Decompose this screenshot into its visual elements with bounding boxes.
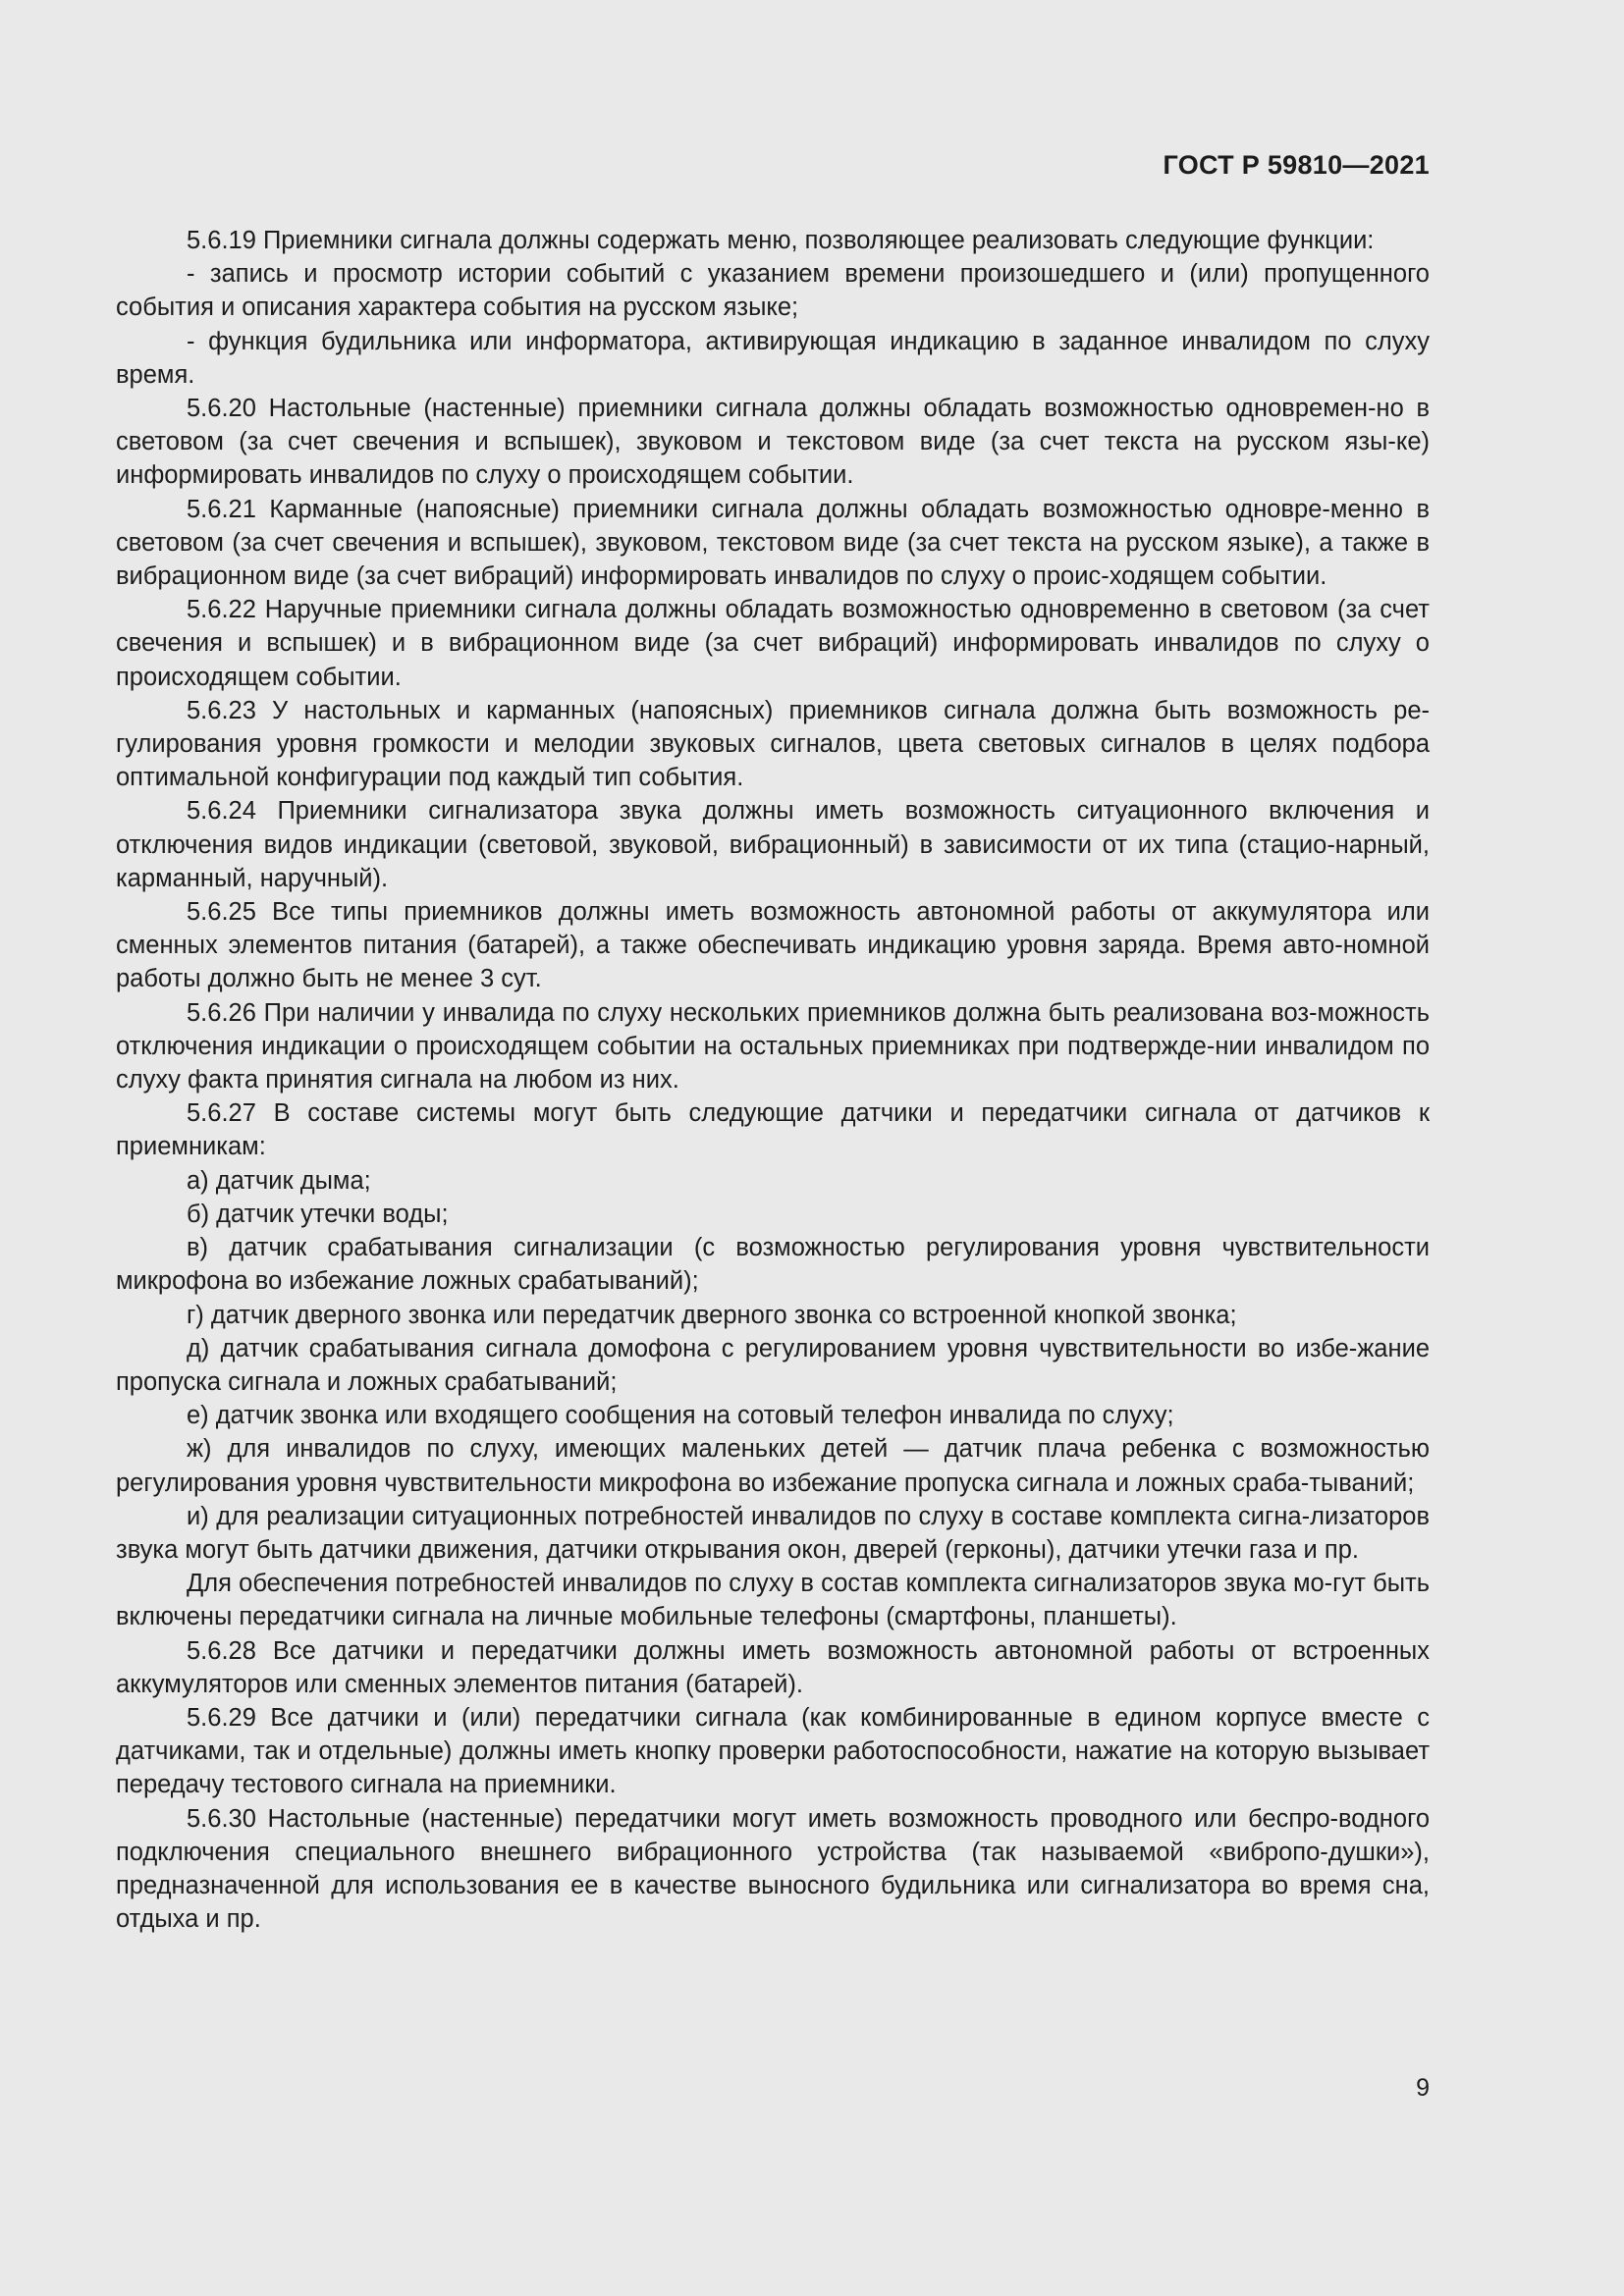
- list-item: ж) для инвалидов по слуху, имеющих маленьких детей — датчик плача ребенка с возможностью регулирования уровня чувствительности микрофона во избежание пропуска сигнала и ложных сраба-тываний;: [116, 1435, 1430, 1497]
- paragraph: 5.6.23 У настольных и карманных (напоясных) приемников сигнала должна быть возможность ре-гулирования уровня громкости и мелодии звуковых сигналов, цвета световых сигналов в целях подбора оптимальной конфигурации под каждый тип события.: [116, 696, 1430, 792]
- list-item: б) датчик утечки воды;: [187, 1200, 449, 1228]
- list-item: в) датчик срабатывания сигнализации (с возможностью регулирования уровня чувствительности микрофона во избежание ложных срабатываний);: [116, 1234, 1430, 1296]
- paragraph: 5.6.22 Наручные приемники сигнала должны обладать возможностью одновременно в световом (за счет свечения и вспышек) и в вибрационном виде (за счет вибраций) информировать инвалидов по слуху о происходящем событии.: [116, 596, 1430, 691]
- list-item: и) для реализации ситуационных потребностей инвалидов по слуху в составе комплекта сигна-лизаторов звука могут быть датчики движения, датчики открывания окон, дверей (герконы), датчики утечки газа и пр.: [116, 1502, 1430, 1564]
- paragraph: - функция будильника или информатора, активирующая индикацию в заданное инвалидом по слуху время.: [116, 327, 1430, 389]
- list-item: а) датчик дыма;: [187, 1166, 371, 1195]
- paragraph: 5.6.26 При наличии у инвалида по слуху нескольких приемников должна быть реализована воз-можность отключения индикации о происходящем событии на остальных приемниках при подтвержде-нии инвалидом по слуху факта принятия сигнала на любом из них.: [116, 998, 1430, 1095]
- paragraph: 5.6.27 В составе системы могут быть следующие датчики и передатчики сигнала от датчиков к приемникам:: [116, 1099, 1430, 1161]
- paragraph: 5.6.19 Приемники сигнала должны содержать меню, позволяющее реализовать следующие функции:: [187, 227, 1375, 254]
- paragraph: 5.6.24 Приемники сигнализатора звука должны иметь возможность ситуационного включения и отключения видов индикации (световой, звуковой, вибрационный) в зависимости от их типа (стацио-нарный, карманный, наручный).: [116, 797, 1430, 892]
- paragraph: 5.6.21 Карманные (напоясные) приемники сигнала должны обладать возможностью одновре-менно в световом (за счет свечения и вспышек), звуковом, текстовом виде (за счет текста на русском языке), а также в вибрационном виде (за счет вибраций) информировать инвалидов по слуху о проис-ходящем событии.: [116, 495, 1430, 591]
- paragraph: - запись и просмотр истории событий с указанием времени произошедшего и (или) пропущенного события и описания характера события на русском языке;: [116, 260, 1430, 322]
- document-body: [116, 224, 1430, 1936]
- paragraph: 5.6.25 Все типы приемников должны иметь возможность автономной работы от аккумулятора или сменных элементов питания (батарей), а также обеспечивать индикацию уровня заряда. Время авто-номной работы должно быть не менее 3 сут.: [116, 898, 1430, 993]
- document-header: ГОСТ Р 59810—2021: [1163, 150, 1430, 180]
- paragraph: 5.6.30 Настольные (настенные) передатчики могут иметь возможность проводного или беспро-водного подключения специального внешнего вибрационного устройства (так называемой «вибропо-душки»), предназначенной для использования ее в качестве выносного будильника или сигнализатора во время сна, отдыха и пр.: [116, 1804, 1430, 1934]
- paragraph: Для обеспечения потребностей инвалидов по слуху в состав комплекта сигнализаторов звука мо-гут быть включены передатчики сигнала на личные мобильные телефоны (смартфоны, планшеты).: [116, 1570, 1430, 1631]
- page-number: 9: [1416, 2074, 1430, 2102]
- paragraph: 5.6.20 Настольные (настенные) приемники сигнала должны обладать возможностью одновремен-но в световом (за счет свечения и вспышек), звуковом и текстовом виде (за счет текста на русском язы-ке) информировать инвалидов по слуху о происходящем событии.: [116, 395, 1430, 490]
- list-item: е) датчик звонка или входящего сообщения на сотовый телефон инвалида по слуху;: [187, 1402, 1174, 1430]
- paragraph: 5.6.28 Все датчики и передатчики должны иметь возможность автономной работы от встроенных аккумуляторов или сменных элементов питания (батарей).: [116, 1636, 1430, 1698]
- paragraph: 5.6.29 Все датчики и (или) передатчики сигнала (как комбинированные в едином корпусе вместе с датчиками, так и отдельные) должны иметь кнопку проверки работоспособности, нажатие на которую вызывает передачу тестового сигнала на приемники.: [116, 1703, 1430, 1799]
- list-item: г) датчик дверного звонка или передатчик дверного звонка со встроенной кнопкой звонка;: [187, 1301, 1237, 1329]
- list-item: д) датчик срабатывания сигнала домофона с регулированием уровня чувствительности во избе-жание пропуска сигнала и ложных срабатываний;: [116, 1334, 1430, 1396]
